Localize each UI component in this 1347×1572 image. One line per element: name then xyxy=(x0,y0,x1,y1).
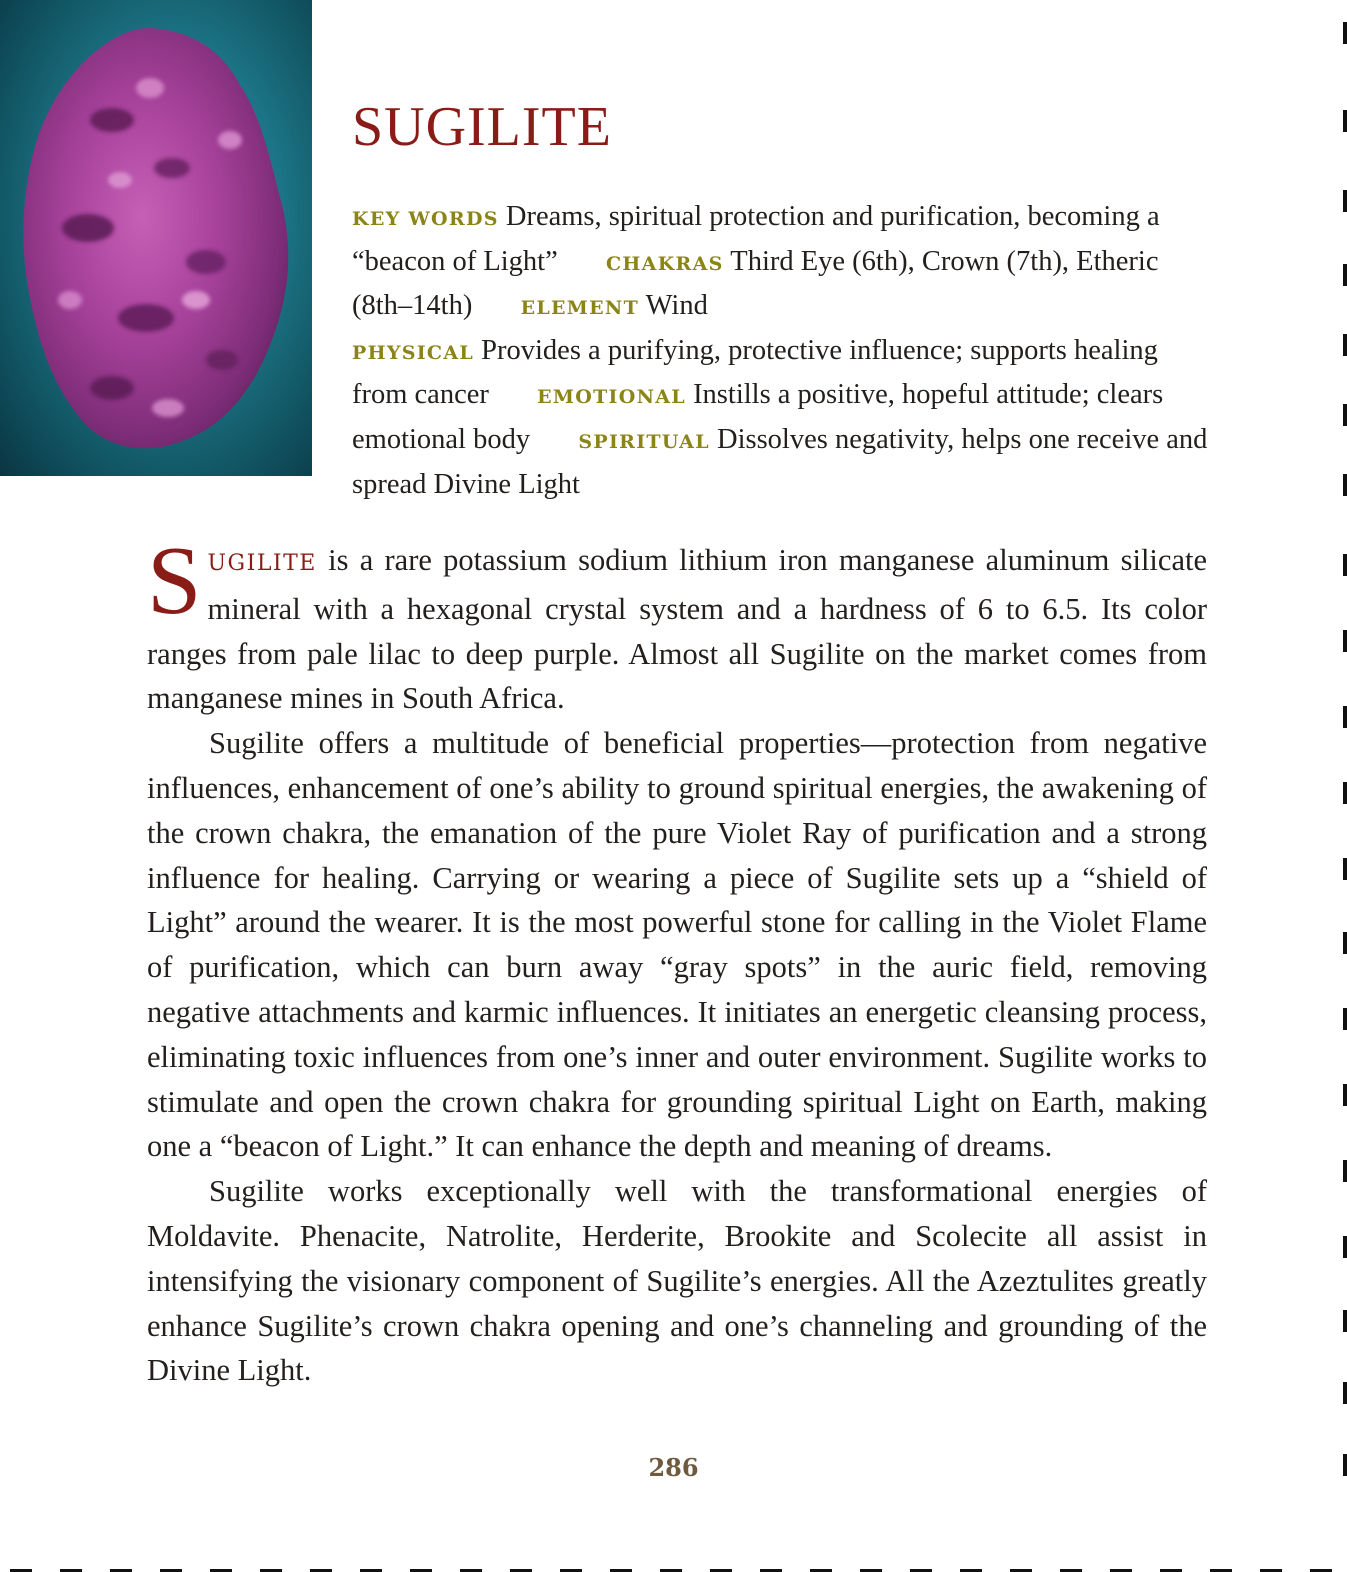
drop-cap: S xyxy=(147,527,202,635)
spiritual-label: SPIRITUAL xyxy=(578,430,710,453)
right-crop-marks xyxy=(1341,0,1347,1572)
key-words-text: Dreams, spiritual protection and purification, becoming a “beacon of Light” xyxy=(352,201,1160,277)
element-text: Wind xyxy=(645,290,708,322)
page-number: 286 xyxy=(648,1453,699,1482)
chakras-text: Third Eye (6th), Crown (7th), Etheric (8th–14th) xyxy=(352,245,1159,322)
spiritual-text: Dissolves negativity, helps one receive and spread Divine Light xyxy=(352,423,1208,500)
properties-summary xyxy=(352,196,1212,505)
physical-text: Provides a purifying, protective influence; supports healing from cancer xyxy=(352,334,1158,411)
sugilite-photo xyxy=(0,0,312,476)
emotional-text: Instills a positive, hopeful attitude; clears emotional body xyxy=(352,379,1164,455)
paragraph-1-text: is a rare potassium sodium lithium iron manganese aluminum silicate mineral with a hexagonal crystal system and a hardness of 6 to 6.5. Its color ranges from pale lilac to deep purple. Almost all Sugilite on the market comes from manganese mines in South Africa. xyxy=(147,543,1207,716)
chakras-label: CHAKRAS xyxy=(605,252,724,275)
paragraph-3: Sugilite works exceptionally well with the transformational energies of Moldavite. Phenacite, Natrolite, Herderite, Brookite and Scolecite all assist in intensifying the visionary component of Sugilite’s energies. All the Azeztulites greatly enhance Sugilite’s crown chakra opening and one’s channeling and grounding of the Divine Light. xyxy=(147,1174,1207,1388)
bottom-crop-marks xyxy=(0,1566,1347,1572)
paragraph-1 xyxy=(147,527,1207,721)
sugilite-stone-icon xyxy=(0,0,312,476)
lead-word: UGILITE xyxy=(207,551,317,576)
emotional-label: EMOTIONAL xyxy=(537,386,686,409)
physical-label: PHYSICAL xyxy=(352,341,475,364)
key-words-label: KEY WORDS xyxy=(352,208,499,230)
paragraph-2: Sugilite offers a multitude of beneficial properties—protection from negative influences, enhancement of one’s ability to ground spiritual energies, the awakening of the crown chakra, the emanation of the pure Violet Ray of purification and a strong influence for healing. Carrying or wearing a piece of Sugilite sets up a “shield of Light” around the wearer. It is the most powerful stone for calling in the Violet Flame of purification, which can burn away “gray spots” in the auric field, removing negative attachments and karmic influences. It initiates an energetic cleansing process, eliminating toxic influences from one’s inner and outer environment. Sugilite works to stimulate and open the crown chakra for grounding spiritual Light on Earth, making one a “beacon of Light.” It can enhance the depth and meaning of dreams. xyxy=(147,726,1207,1164)
page-title: SUGILITE xyxy=(352,96,612,158)
element-label: ELEMENT xyxy=(520,297,640,320)
article-body xyxy=(147,527,1207,1393)
